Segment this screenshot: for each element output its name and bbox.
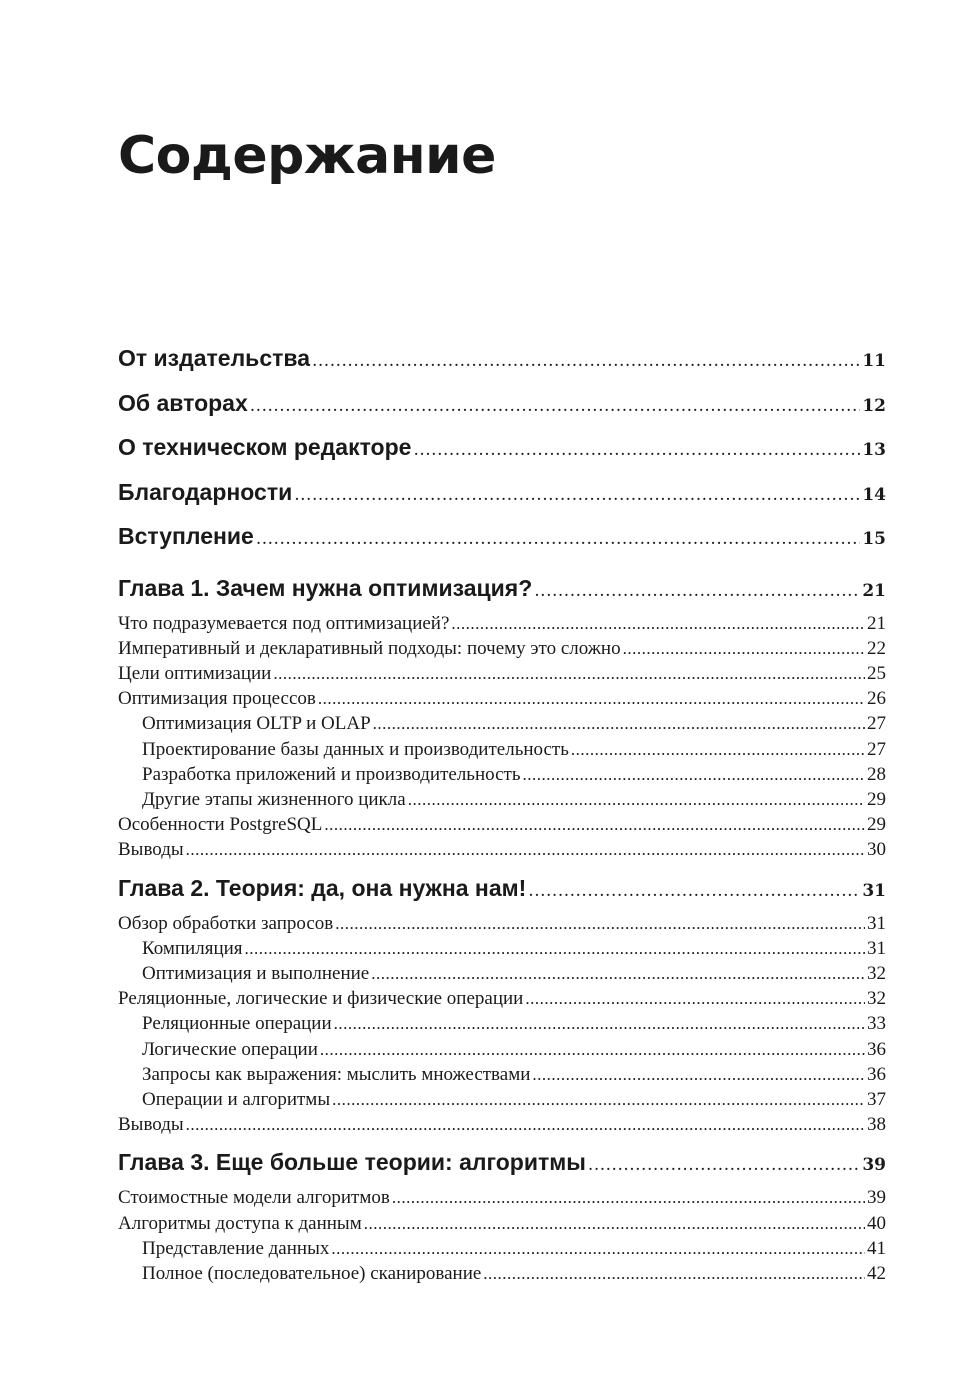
- toc-subsection-entry-page-number: 27: [867, 738, 886, 760]
- front-matter-entry-page-number: 15: [862, 529, 886, 549]
- toc-subsection-entry-page-number: 29: [867, 788, 886, 810]
- toc-section-entry-title: Оптимизация процессов: [118, 688, 316, 710]
- front-matter-entry-title: Об авторах: [118, 389, 248, 416]
- dot-leader: [318, 686, 865, 711]
- toc-section-entry-page-number: 31: [867, 912, 886, 934]
- toc-section-entry-title: Обзор обработки запросов: [118, 912, 334, 934]
- front-matter-entry-title: О техническом редакторе: [118, 434, 412, 460]
- toc-section-entry-title: Императивный и декларативный подходы: почему это сложно: [118, 637, 621, 659]
- toc-section-entry[interactable]: [118, 812, 886, 837]
- toc-subsection-entry-title: Проектирование базы данных и производительность: [142, 738, 569, 760]
- toc-subsection-entry[interactable]: [118, 762, 886, 787]
- front-matter-entry-page-number: 12: [862, 395, 886, 416]
- toc-section-entry-page-number: 38: [867, 1114, 886, 1136]
- dot-leader: [373, 711, 865, 736]
- dot-leader: [623, 636, 865, 661]
- chapter-heading[interactable]: [118, 1146, 886, 1181]
- dot-leader: [532, 1062, 865, 1087]
- toc-section-entry-title: Реляционные, логические и физические операции: [118, 988, 524, 1010]
- toc-section-entry-page-number: 30: [867, 839, 886, 861]
- dot-leader: [186, 837, 865, 862]
- toc-subsection-entry-title: Другие этапы жизненного цикла: [142, 788, 406, 810]
- dot-leader: [528, 875, 860, 907]
- front-matter-entry-title: От издательства: [118, 345, 310, 371]
- toc-section-entry-page-number: 39: [867, 1187, 886, 1209]
- dot-leader: [331, 1236, 865, 1261]
- toc-subsection-entry-page-number: 31: [867, 937, 886, 959]
- toc-subsection-entry-title: Оптимизация OLTP и OLAP: [142, 713, 371, 735]
- toc-subsection-entry-page-number: 37: [867, 1088, 886, 1110]
- toc-section-entry-page-number: 32: [867, 988, 886, 1010]
- dot-leader: [334, 1011, 865, 1036]
- dot-leader: [335, 911, 865, 936]
- toc-subsection-entry-title: Компиляция: [142, 937, 243, 959]
- front-matter-entry-page-number: 13: [862, 440, 886, 460]
- toc-section-entry[interactable]: [118, 1211, 886, 1236]
- front-matter-entry[interactable]: [118, 429, 886, 474]
- toc-section-entry-page-number: 29: [867, 814, 886, 836]
- toc-subsection-entry[interactable]: [118, 936, 886, 961]
- toc-section-entry-page-number: 25: [867, 662, 886, 684]
- front-matter-entry[interactable]: [118, 474, 886, 519]
- dot-leader: [483, 1261, 865, 1286]
- front-matter-entry[interactable]: [118, 385, 886, 430]
- toc-section-entry[interactable]: [118, 661, 886, 686]
- toc-subsection-entry-page-number: 32: [867, 962, 886, 984]
- chapter-heading-title: Глава 3. Еще больше теории: алгоритмы: [118, 1149, 586, 1176]
- toc-subsection-entry[interactable]: [118, 711, 886, 736]
- toc-subsection-entry-page-number: 28: [867, 763, 886, 785]
- toc-section-entry[interactable]: [118, 986, 886, 1011]
- toc-subsection-entry-title: Реляционные операции: [142, 1013, 332, 1035]
- dot-leader: [523, 762, 865, 787]
- toc-subsection-entry[interactable]: [118, 1087, 886, 1112]
- toc-subsection-entry-page-number: 36: [867, 1038, 886, 1060]
- toc-subsection-entry[interactable]: [118, 787, 886, 812]
- dot-leader: [332, 1087, 865, 1112]
- dot-leader: [392, 1185, 865, 1210]
- dot-leader: [364, 1211, 865, 1236]
- chapter-heading-page-number: 31: [862, 880, 886, 901]
- toc-section-entry-title: Что подразумевается под оптимизацией?: [118, 612, 450, 634]
- dot-leader: [186, 1112, 865, 1137]
- toc-subsection-entry[interactable]: [118, 1037, 886, 1062]
- dot-leader: [294, 477, 860, 513]
- toc-subsection-entry-title: Логические операции: [142, 1038, 318, 1060]
- dot-leader: [451, 611, 865, 636]
- toc-section-entry[interactable]: [118, 636, 886, 661]
- toc-section-entry-title: Стоимостные модели алгоритмов: [118, 1187, 390, 1209]
- dot-leader: [324, 812, 865, 837]
- toc-subsection-entry[interactable]: [118, 1011, 886, 1036]
- dot-leader: [408, 787, 865, 812]
- front-matter-entry-title: Вступление: [118, 523, 254, 549]
- dot-leader: [273, 661, 865, 686]
- page-title: Содержание: [118, 126, 496, 186]
- toc-section-entry[interactable]: [118, 911, 886, 936]
- toc-section-entry-page-number: 40: [867, 1212, 886, 1234]
- toc-section-entry-page-number: 26: [867, 688, 886, 710]
- toc-subsection-entry-title: Оптимизация и выполнение: [142, 962, 370, 984]
- toc-section-entry[interactable]: [118, 1112, 886, 1137]
- front-matter-entry[interactable]: [118, 340, 886, 385]
- dot-leader: [250, 388, 861, 424]
- dot-leader: [525, 986, 865, 1011]
- toc-section-entry-title: Особенности PostgreSQL: [118, 814, 323, 836]
- toc-section-entry-title: Цели оптимизации: [118, 662, 272, 684]
- toc-subsection-entry-page-number: 41: [867, 1237, 886, 1259]
- toc-subsection-entry-page-number: 33: [867, 1013, 886, 1035]
- front-matter-entry-page-number: 14: [862, 484, 886, 505]
- chapter-heading-title: Глава 1. Зачем нужна оптимизация?: [118, 574, 533, 601]
- chapter-heading-title: Глава 2. Теория: да, она нужна нам!: [118, 874, 527, 901]
- chapter-heading-page-number: 21: [862, 580, 886, 601]
- toc-section-entry-title: Алгоритмы доступа к данным: [118, 1212, 362, 1234]
- toc-subsection-entry[interactable]: [118, 737, 886, 762]
- dot-leader: [256, 521, 860, 557]
- front-matter-entry-title: Благодарности: [118, 478, 293, 505]
- toc-section-entry[interactable]: [118, 837, 886, 862]
- dot-leader: [312, 343, 860, 379]
- chapter-heading[interactable]: [118, 572, 886, 607]
- toc-subsection-entry[interactable]: [118, 1236, 886, 1261]
- toc-subsection-entry[interactable]: [118, 1261, 886, 1286]
- toc-section-entry[interactable]: [118, 686, 886, 711]
- dot-leader: [413, 432, 860, 468]
- toc-subsection-entry-title: Запросы как выражения: мыслить множествами: [142, 1063, 531, 1085]
- toc-subsection-entry[interactable]: [118, 1062, 886, 1087]
- dot-leader: [571, 737, 865, 762]
- toc-subsection-entry-page-number: 36: [867, 1063, 886, 1085]
- chapter-heading-page-number: 39: [862, 1155, 886, 1176]
- toc-section-entry[interactable]: [118, 1185, 886, 1210]
- dot-leader: [534, 575, 860, 607]
- toc-subsection-entry-page-number: 42: [867, 1262, 886, 1284]
- toc-section-entry-page-number: 21: [867, 612, 886, 634]
- toc-section-entry-title: Выводы: [118, 1114, 184, 1136]
- front-matter-entry[interactable]: [118, 518, 886, 563]
- chapter-heading[interactable]: [118, 872, 886, 907]
- toc-section-entry-page-number: 22: [867, 637, 886, 659]
- table-of-contents: [118, 340, 886, 1286]
- toc-subsection-entry-title: Представление данных: [142, 1237, 330, 1259]
- toc-section-entry[interactable]: [118, 611, 886, 636]
- toc-subsection-entry-title: Операции и алгоритмы: [142, 1088, 331, 1110]
- dot-leader: [245, 936, 865, 961]
- toc-subsection-entry[interactable]: [118, 961, 886, 986]
- dot-leader: [320, 1037, 865, 1062]
- toc-subsection-entry-title: Полное (последовательное) сканирование: [142, 1262, 482, 1284]
- toc-section-entry-title: Выводы: [118, 839, 184, 861]
- toc-subsection-entry-page-number: 27: [867, 713, 886, 735]
- dot-leader: [588, 1149, 860, 1181]
- toc-subsection-entry-title: Разработка приложений и производительность: [142, 763, 521, 785]
- front-matter-entry-page-number: 11: [862, 351, 886, 371]
- dot-leader: [371, 961, 865, 986]
